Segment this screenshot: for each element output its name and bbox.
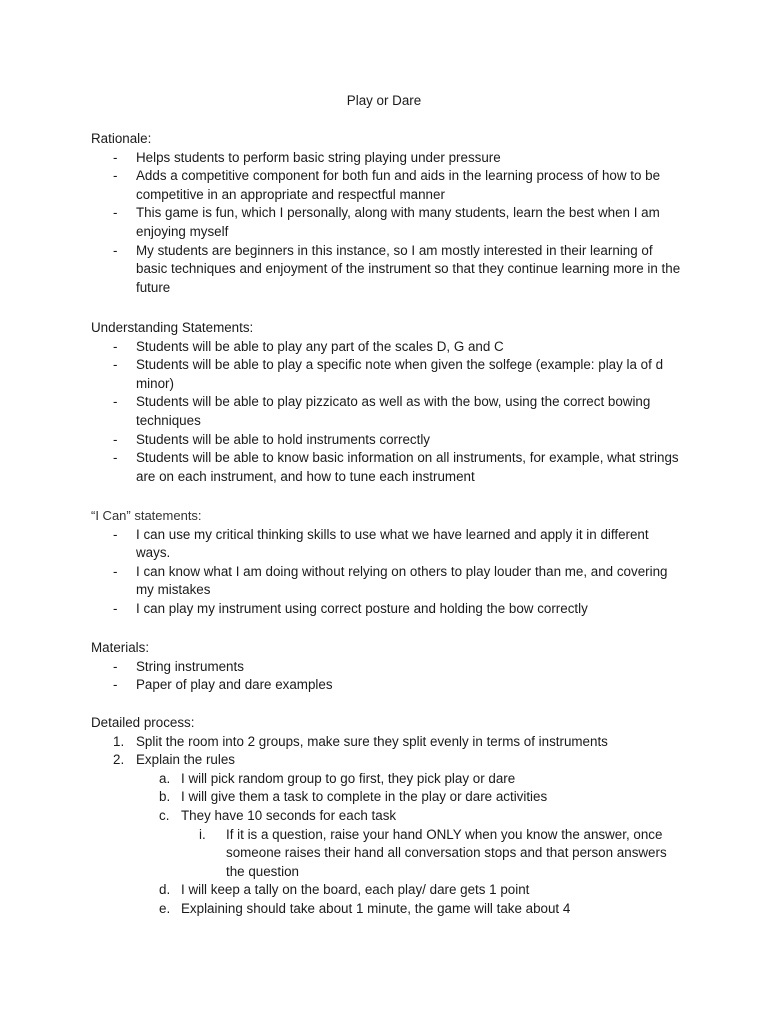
- list-item: 1. Split the room into 2 groups, make sure they split evenly in terms of instruments: [113, 733, 608, 749]
- list-item: - Adds a competitive component for both fun and aids in the learning process of how to be competitive in an appropriate and respectful manner: [113, 168, 661, 202]
- list-item: - I can use my critical thinking skills to use what we have learned and apply it in different ways.: [113, 526, 649, 561]
- list-item: - Students will be able to know basic information on all instruments, for example, what strings are on each instrument, and how to tune each instrument: [113, 450, 679, 484]
- list-item: - I can know what I am doing without relying on others to play louder than me, and covering my mistakes: [113, 563, 668, 598]
- list-item: - Students will be able to play a specific note when given the solfege (example: play la of d minor): [113, 357, 664, 391]
- materials-heading: Materials:: [91, 640, 150, 655]
- list-item: - Students will be able to play pizzicato as well as with the bow, using the correct bowing techniques: [113, 394, 651, 428]
- list-item: 2. Explain the rules: [113, 752, 235, 768]
- understanding-section: [91, 319, 691, 486]
- list-item: - String instruments: [113, 658, 244, 674]
- process-section: [91, 714, 691, 919]
- ican-section: [91, 507, 691, 619]
- understanding-list: [91, 338, 691, 487]
- list-item: - Paper of play and dare examples: [113, 677, 333, 693]
- list-item: a. I will pick random group to go first, they pick play or dare: [159, 770, 516, 786]
- understanding-heading: Understanding Statements:: [91, 320, 254, 335]
- process-heading: Detailed process:: [91, 715, 195, 730]
- document-title: Play or Dare: [346, 93, 422, 108]
- ican-heading: “I Can” statements:: [91, 508, 202, 523]
- rationale-list: [91, 149, 691, 298]
- list-item: i. If it is a question, raise your hand ONLY when you know the answer, once someone raises their hand all conversation stops and that person answers the question: [199, 826, 667, 879]
- process-list: [91, 733, 691, 919]
- list-item: c. They have 10 seconds for each task: [159, 807, 397, 823]
- list-item: b. I will give them a task to complete in the play or dare activities: [159, 789, 548, 805]
- list-item: - This game is fun, which I personally, along with many students, learn the best when I am enjoying myself: [113, 205, 660, 239]
- rationale-heading: Rationale:: [91, 131, 152, 146]
- list-item: - My students are beginners in this instance, so I am mostly interested in their learning of basic techniques and enjoyment of the instrument so that they continue learning more in the future: [113, 242, 681, 295]
- rationale-section: [91, 130, 691, 297]
- list-item: - Students will be able to hold instruments correctly: [113, 431, 430, 447]
- list-item: - Helps students to perform basic string playing under pressure: [113, 149, 501, 165]
- list-item: - I can play my instrument using correct posture and holding the bow correctly: [113, 600, 588, 616]
- ican-list: [91, 526, 691, 619]
- materials-section: [91, 639, 691, 695]
- list-item: e. Explaining should take about 1 minute, the game will take about 4: [159, 900, 571, 916]
- materials-list: [91, 658, 691, 695]
- list-item: d. I will keep a tally on the board, each play/ dare gets 1 point: [159, 882, 530, 898]
- list-item: - Students will be able to play any part of the scales D, G and C: [113, 338, 504, 354]
